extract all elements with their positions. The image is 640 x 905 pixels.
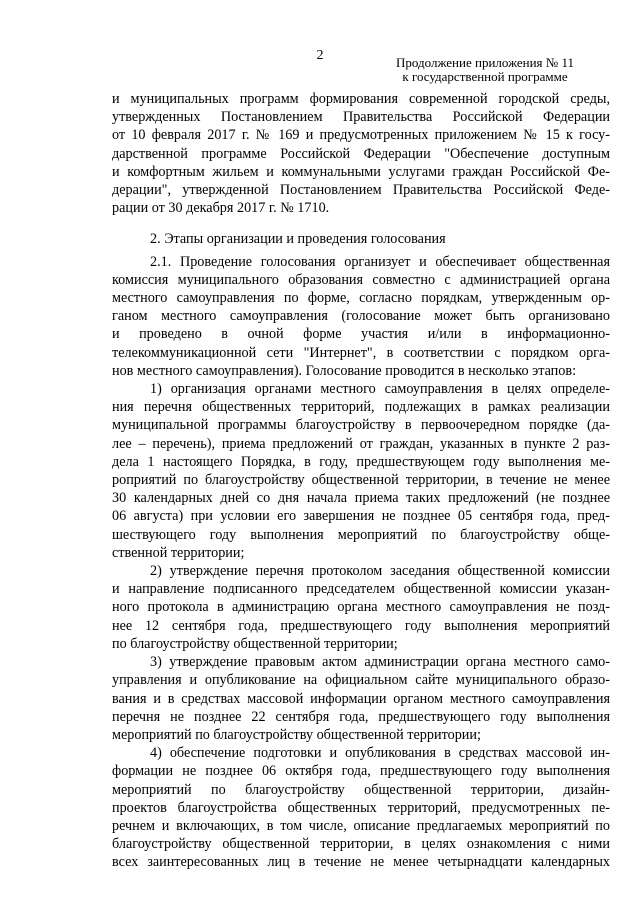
text-line: от 10 февраля 2017 г. № 169 и предусмотренных приложением № 15 к госу- (112, 127, 610, 144)
text-line: дела 1 настоящего Порядка, в году, предшествующем году выполнения ме- (112, 453, 610, 470)
document-body (112, 90, 610, 872)
text-line: телекоммуникационной сети "Интернет", в соответствии с порядком орга- (112, 344, 610, 361)
text-line: благоустройству общественной территории, в целях ознакомления с ними (112, 836, 610, 853)
text-line: шествующего году выполнения мероприятий по благоустройству обще- (112, 526, 610, 543)
text-line: управления и опубликование на официальном сайте муниципального образо- (112, 672, 610, 689)
text-line: утвержденных Постановлением Правительства Российской Федерации (112, 109, 610, 126)
text-line: муниципальной программы благоустройству в первоочередном порядке (да- (112, 417, 610, 434)
text-line: перечня не позднее 22 сентября года, предшествующего году выполнения (112, 708, 610, 725)
text-line: мероприятий по благоустройству общественной территории; (112, 726, 481, 743)
text-line: мероприятий по благоустройству общественной территории, дизайн- (112, 781, 610, 798)
appendix-note-line: Продолжение приложения № 11 (396, 55, 574, 70)
text-line: и муниципальных программ формирования современной городской среды, (112, 91, 610, 107)
text-line: местного самоуправления по форме, согласно порядкам, утвержденным ор- (112, 290, 610, 307)
text-line: 1) организация органами местного самоуправления в целях определе- (150, 381, 610, 398)
text-line: рации от 30 декабря 2017 г. № 1710. (112, 200, 330, 217)
text-line: ганом местного самоуправления (голосование может быть организовано (112, 308, 610, 325)
text-line: формации не позднее 06 октября года, предшествующего году выполнения (112, 763, 610, 780)
text-line: вания и в средствах массовой информации органом местного самоуправления (112, 690, 610, 707)
text-line: 30 календарных дней со дня начала приема таких предложений (не позднее (112, 490, 610, 507)
text-line: нее 12 сентября года, предшествующего году выполнения мероприятий (112, 617, 610, 634)
text-line: по благоустройству общественной территории; (112, 635, 398, 652)
text-line: роприятий по благоустройству общественной территории, в течение не менее (112, 472, 610, 489)
section-heading: 2. Этапы организации и проведения голосования (150, 231, 446, 248)
text-line: ственной территории; (112, 544, 245, 561)
text-line: и комфортным жильем и коммунальными услугами граждан Российской Фе- (112, 163, 610, 180)
text-line: нов местного самоуправления). Голосование проводится в несколько этапов: (112, 362, 577, 379)
text-line: и направление подписанного председателем общественной комиссии указан- (112, 581, 610, 598)
text-line: ного протокола в администрацию органа местного самоуправления не позд- (112, 599, 610, 616)
text-line: ния перечня общественных территорий, подлежащих в рамках реализации (112, 399, 610, 416)
text-line: комиссия муниципального образования совместно с администрацией органа (112, 271, 610, 288)
text-line: проектов благоустройства общественных территорий, предусмотренных пе- (112, 799, 610, 816)
text-line: 2.1. Проведение голосования организует и обеспечивает общественная (150, 253, 610, 270)
appendix-note-line: к государственной программе (402, 69, 568, 84)
text-line: дарственной программе Российской Федерации "Обеспечение доступным (112, 145, 610, 162)
appendix-note (360, 56, 610, 84)
page-number: 2 (316, 48, 324, 63)
text-line: речнем и включающих, в том числе, описание предлагаемых мероприятий по (112, 817, 610, 834)
text-line: 2) утверждение перечня протоколом заседания общественной комиссии (150, 563, 610, 580)
text-line: дерации", утвержденной Постановлением Правительства Российской Феде- (112, 182, 610, 199)
text-line: всех заинтересованных лиц в течение не менее четырнадцати календарных (112, 854, 610, 871)
text-line: и проведено в очной форме участия и/или в информационно- (112, 326, 610, 343)
text-line: лее – перечень), приема предложений от граждан, указанных в пункте 2 раз- (112, 435, 610, 452)
text-line: 4) обеспечение подготовки и опубликования в средствах массовой ин- (150, 745, 610, 762)
text-line: 3) утверждение правовым актом администрации органа местного само- (150, 654, 610, 671)
text-line: 06 августа) при условии его завершения не позднее 05 сентября года, пред- (112, 508, 610, 525)
